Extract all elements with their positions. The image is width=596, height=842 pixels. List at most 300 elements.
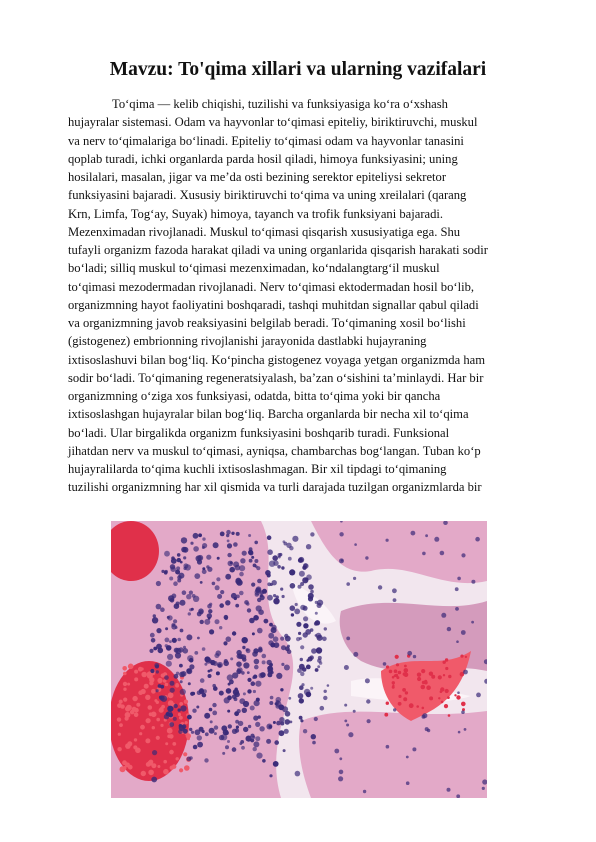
cell-nucleus	[256, 566, 260, 570]
cell-nucleus	[164, 571, 168, 575]
cell-nucleus	[303, 729, 307, 733]
cell-nucleus	[227, 710, 230, 713]
cell-nucleus	[224, 615, 229, 620]
cell-nucleus	[257, 579, 262, 584]
cell-nucleus	[217, 557, 220, 560]
cell-nucleus	[311, 734, 316, 739]
cell-nucleus	[155, 665, 159, 669]
cell-nucleus	[223, 661, 229, 667]
red-blood-cell	[454, 694, 456, 696]
red-blood-cell	[183, 752, 187, 756]
cell-nucleus	[194, 651, 198, 655]
red-blood-cell	[444, 704, 448, 708]
cell-nucleus	[280, 688, 283, 691]
cell-nucleus	[197, 690, 202, 695]
cell-nucleus	[207, 604, 212, 609]
cell-nucleus	[251, 583, 255, 587]
cell-nucleus	[204, 713, 210, 719]
cell-nucleus	[282, 595, 285, 598]
cell-nucleus	[236, 726, 239, 729]
cell-nucleus	[262, 759, 266, 763]
red-blood-cell	[156, 718, 160, 722]
cell-nucleus	[274, 642, 280, 648]
cell-nucleus	[255, 736, 260, 741]
cell-nucleus	[406, 781, 410, 785]
red-blood-cell	[122, 666, 127, 671]
red-blood-cell	[396, 676, 399, 679]
cell-nucleus	[177, 553, 181, 557]
cell-nucleus	[303, 563, 308, 568]
red-blood-cell	[447, 696, 450, 699]
cell-nucleus	[303, 616, 308, 621]
cell-nucleus	[192, 594, 196, 598]
cell-nucleus	[281, 663, 284, 666]
red-blood-cell	[429, 696, 433, 700]
cell-nucleus	[323, 696, 327, 700]
cell-nucleus	[254, 541, 258, 545]
red-blood-cell	[438, 697, 440, 699]
cell-nucleus	[456, 640, 459, 643]
cell-nucleus	[255, 722, 260, 727]
cell-nucleus	[188, 682, 191, 685]
red-blood-cell	[441, 701, 444, 704]
cell-nucleus	[243, 692, 246, 695]
cell-nucleus	[189, 591, 193, 595]
text-line: ixtisoslashgan hujayralar bilan bog‘liq. Barcha organlarda bir necha xil to‘qima	[68, 407, 469, 422]
red-blood-cell	[421, 685, 426, 690]
cell-nucleus	[315, 634, 318, 637]
red-blood-cell	[389, 670, 393, 674]
cell-nucleus	[295, 771, 301, 777]
cell-nucleus	[183, 556, 186, 559]
red-blood-cell	[398, 702, 402, 706]
cell-nucleus	[300, 719, 303, 722]
cell-nucleus	[156, 628, 161, 633]
cell-nucleus	[287, 645, 290, 648]
cell-nucleus	[365, 556, 368, 559]
cell-nucleus	[455, 587, 459, 591]
cell-nucleus	[268, 633, 274, 639]
cell-nucleus	[164, 675, 169, 680]
red-blood-cell	[141, 672, 147, 678]
cell-nucleus	[386, 745, 390, 749]
cell-nucleus	[213, 542, 219, 548]
red-blood-cell	[167, 734, 171, 738]
text-line: hosilalari, masalan, jigar va me’da osti bezining serektor epiteliysi sekretor	[68, 170, 447, 184]
cell-nucleus	[230, 657, 233, 660]
red-blood-cell	[123, 672, 127, 676]
cell-nucleus	[255, 589, 261, 595]
cell-nucleus	[223, 641, 227, 645]
cell-nucleus	[220, 532, 225, 537]
cell-nucleus	[273, 721, 276, 724]
cell-nucleus	[165, 627, 168, 630]
red-blood-cell	[448, 714, 451, 717]
red-blood-cell	[185, 721, 188, 724]
cell-nucleus	[272, 580, 277, 585]
cell-nucleus	[197, 742, 203, 748]
cell-nucleus	[208, 674, 212, 678]
cell-nucleus	[205, 732, 209, 736]
cell-nucleus	[242, 551, 247, 556]
cell-nucleus	[233, 542, 238, 547]
cell-nucleus	[206, 555, 211, 560]
cell-nucleus	[251, 556, 254, 559]
cell-nucleus	[202, 537, 205, 540]
cell-nucleus	[365, 678, 370, 683]
cell-nucleus	[202, 647, 206, 651]
cell-nucleus	[296, 637, 300, 641]
cell-nucleus	[149, 649, 153, 653]
cell-nucleus	[192, 709, 196, 713]
red-blood-cell	[163, 769, 169, 775]
red-blood-cell	[127, 683, 130, 686]
red-blood-cell	[146, 762, 151, 767]
red-blood-cell	[161, 705, 165, 709]
cell-nucleus	[259, 673, 265, 679]
red-blood-cell	[461, 702, 466, 707]
cell-nucleus	[179, 672, 185, 678]
cell-nucleus	[210, 669, 213, 672]
cell-nucleus	[173, 619, 177, 623]
cell-nucleus	[284, 665, 290, 671]
cell-nucleus	[202, 730, 205, 733]
red-blood-cell	[169, 750, 174, 755]
red-blood-cell	[133, 745, 137, 749]
cell-nucleus	[235, 565, 241, 571]
cell-nucleus	[265, 570, 271, 576]
cell-nucleus	[243, 701, 249, 707]
cell-nucleus	[411, 531, 416, 536]
cell-nucleus	[267, 549, 273, 555]
cell-nucleus	[178, 708, 181, 711]
cell-nucleus	[177, 638, 181, 642]
cell-nucleus	[298, 632, 301, 635]
cell-nucleus	[274, 740, 279, 745]
cell-nucleus	[212, 703, 216, 707]
cell-nucleus	[318, 656, 322, 660]
red-blood-cell	[445, 667, 448, 670]
cell-nucleus	[386, 539, 389, 542]
cell-nucleus	[269, 663, 273, 667]
cell-nucleus	[160, 607, 165, 612]
red-blood-cell	[119, 723, 123, 727]
red-blood-cell	[429, 672, 433, 676]
cell-nucleus	[392, 588, 397, 593]
text-line: to‘qimasi mezodermadan rivojlanadi. Nerv to‘qimasi ektodermadan hosil bo‘lib,	[68, 279, 475, 294]
red-blood-cell	[117, 747, 121, 751]
cell-nucleus	[170, 598, 175, 603]
cell-nucleus	[236, 578, 242, 584]
cell-nucleus	[190, 542, 193, 545]
red-blood-cell	[405, 691, 408, 694]
cell-nucleus	[197, 735, 202, 740]
cell-nucleus	[339, 757, 342, 760]
cell-nucleus	[273, 761, 279, 767]
cell-nucleus	[262, 654, 267, 659]
cell-nucleus	[258, 609, 264, 615]
cell-nucleus	[231, 532, 234, 535]
cell-nucleus	[311, 648, 317, 654]
cell-nucleus	[267, 595, 273, 601]
cell-nucleus	[227, 543, 232, 548]
cell-nucleus	[175, 626, 178, 629]
cell-nucleus	[167, 706, 173, 712]
red-blood-cell	[125, 743, 131, 749]
cell-nucleus	[216, 577, 220, 581]
cell-nucleus	[267, 535, 272, 540]
cell-nucleus	[223, 729, 229, 735]
cell-nucleus	[159, 696, 162, 699]
cell-nucleus	[173, 717, 177, 721]
cell-nucleus	[193, 546, 199, 552]
cell-nucleus	[304, 689, 310, 695]
cell-nucleus	[299, 571, 305, 577]
cell-nucleus	[280, 722, 284, 726]
cell-nucleus	[425, 727, 429, 731]
cell-nucleus	[406, 756, 409, 759]
cell-nucleus	[338, 776, 343, 781]
red-blood-cell	[145, 695, 150, 700]
red-blood-cell	[421, 669, 425, 673]
red-blood-cell	[417, 677, 421, 681]
cell-nucleus	[324, 627, 327, 630]
cell-nucleus	[165, 644, 168, 647]
cell-nucleus	[283, 749, 286, 752]
cell-nucleus	[292, 536, 298, 542]
cell-nucleus	[183, 563, 188, 568]
text-line: (gistogenez) embrionning rivojlanishi jarayonida dastlabki hujayraning	[68, 334, 427, 349]
cell-nucleus	[283, 540, 286, 543]
cell-nucleus	[200, 581, 203, 584]
cell-nucleus	[187, 757, 192, 762]
cell-nucleus	[169, 722, 174, 727]
cell-nucleus	[166, 661, 172, 667]
cell-nucleus	[194, 573, 200, 579]
cell-nucleus	[249, 559, 253, 563]
cell-nucleus	[253, 564, 257, 568]
cell-nucleus	[308, 596, 313, 601]
cell-nucleus	[276, 697, 282, 703]
red-blood-cell	[123, 688, 126, 691]
cell-nucleus	[344, 704, 347, 707]
red-blood-cell	[133, 707, 136, 710]
red-blood-cell	[396, 663, 399, 666]
cell-nucleus	[236, 661, 242, 667]
cell-nucleus	[275, 704, 280, 709]
cell-nucleus	[253, 675, 257, 679]
text-line: tuzilishi organizmning har xil qismida va turli darajada tuzilgan organizmlarda bir	[68, 480, 482, 495]
cell-nucleus	[285, 636, 291, 642]
cell-nucleus	[219, 691, 224, 696]
tissue-region	[299, 711, 487, 798]
cell-nucleus	[170, 564, 175, 569]
cell-nucleus	[239, 572, 244, 577]
cell-nucleus	[256, 753, 262, 759]
cell-nucleus	[180, 600, 186, 606]
cell-nucleus	[269, 774, 272, 777]
red-blood-cell	[148, 705, 153, 710]
cell-nucleus	[179, 724, 182, 727]
cell-nucleus	[164, 551, 170, 557]
cell-nucleus	[203, 689, 207, 693]
cell-nucleus	[226, 530, 231, 535]
red-blood-cell	[384, 713, 388, 717]
cell-nucleus	[236, 532, 240, 536]
cell-nucleus	[269, 561, 275, 567]
cell-nucleus	[257, 628, 263, 634]
cell-nucleus	[393, 708, 396, 711]
cell-nucleus	[346, 724, 349, 727]
cell-nucleus	[196, 706, 199, 709]
cell-nucleus	[306, 659, 309, 662]
cell-nucleus	[176, 672, 179, 675]
cell-nucleus	[310, 590, 314, 594]
cell-nucleus	[156, 581, 161, 586]
red-blood-cell	[448, 675, 451, 678]
cell-nucleus	[170, 681, 175, 686]
cell-nucleus	[308, 584, 314, 590]
cell-nucleus	[151, 638, 156, 643]
text-line: funksiyasini bajaradi. Xususiy biriktiruvchi to‘qima va uning xreilalari (qarang	[68, 188, 467, 203]
cell-nucleus	[300, 605, 305, 610]
cell-nucleus	[348, 732, 353, 737]
red-blood-cell	[151, 689, 156, 694]
cell-nucleus	[167, 713, 170, 716]
cell-nucleus	[249, 551, 254, 556]
cell-nucleus	[425, 534, 428, 537]
cell-nucleus	[279, 553, 282, 556]
cell-nucleus	[169, 577, 173, 581]
text-line: tufayli organizm fazoda harakat qiladi va uning organlarida qisqarish harakati sodir	[68, 243, 488, 257]
cell-nucleus	[156, 604, 162, 610]
cell-nucleus	[482, 787, 485, 790]
cell-nucleus	[209, 728, 215, 734]
cell-nucleus	[346, 637, 350, 641]
cell-nucleus	[211, 662, 214, 665]
cell-nucleus	[214, 725, 218, 729]
cell-nucleus	[306, 665, 311, 670]
cell-nucleus	[317, 603, 322, 608]
cell-nucleus	[167, 616, 170, 619]
red-blood-cell	[422, 707, 425, 710]
cell-nucleus	[300, 672, 304, 676]
cell-nucleus	[204, 619, 210, 625]
red-blood-cell	[409, 703, 414, 708]
red-blood-cell	[179, 716, 183, 720]
cell-nucleus	[288, 697, 291, 700]
red-blood-cell	[392, 681, 395, 684]
cell-nucleus	[475, 537, 480, 542]
cell-nucleus	[383, 662, 387, 666]
cell-nucleus	[229, 567, 235, 573]
red-blood-cell	[465, 656, 467, 658]
cell-nucleus	[150, 633, 155, 638]
cell-nucleus	[217, 594, 222, 599]
cell-nucleus	[267, 582, 271, 586]
cell-nucleus	[174, 704, 178, 708]
red-blood-cell	[163, 760, 167, 764]
cell-nucleus	[180, 705, 186, 711]
cell-nucleus	[264, 619, 269, 624]
cell-nucleus	[254, 665, 259, 670]
cell-nucleus	[457, 577, 461, 581]
red-blood-cell	[123, 698, 127, 702]
cell-nucleus	[193, 745, 198, 750]
cell-nucleus	[346, 582, 350, 586]
cell-nucleus	[266, 739, 271, 744]
red-blood-cell	[165, 742, 168, 745]
cell-nucleus	[248, 725, 251, 728]
cell-nucleus	[150, 669, 154, 673]
cell-nucleus	[300, 582, 304, 586]
cell-nucleus	[271, 671, 274, 674]
cell-nucleus	[255, 681, 261, 687]
cell-nucleus	[300, 658, 303, 661]
cell-nucleus	[310, 628, 314, 632]
cell-nucleus	[228, 724, 232, 728]
cell-nucleus	[290, 721, 293, 724]
red-blood-cell	[128, 664, 134, 670]
cell-nucleus	[172, 594, 177, 599]
cell-nucleus	[180, 689, 186, 695]
cell-nucleus	[287, 649, 292, 654]
cell-nucleus	[310, 687, 313, 690]
cell-nucleus	[182, 590, 187, 595]
cell-nucleus	[366, 699, 370, 703]
red-blood-cell	[140, 725, 145, 730]
cell-nucleus	[165, 638, 170, 643]
cell-nucleus	[225, 574, 231, 580]
cell-nucleus	[212, 684, 216, 688]
histology-image	[111, 521, 487, 798]
cell-nucleus	[175, 648, 181, 654]
cell-nucleus	[202, 693, 207, 698]
red-blood-cell	[161, 673, 165, 677]
cell-nucleus	[422, 713, 427, 718]
cell-nucleus	[260, 595, 265, 600]
cell-nucleus	[209, 629, 214, 634]
cell-nucleus	[186, 594, 191, 599]
text-line: Krn, Limfa, Tog‘ay, Suyak) himoya, tayanch va trofik funksiyani bajaradi.	[68, 206, 444, 221]
cell-nucleus	[240, 558, 245, 563]
red-blood-cell	[125, 717, 129, 721]
cell-nucleus	[215, 585, 220, 590]
cell-nucleus	[177, 558, 181, 562]
red-blood-cell	[134, 738, 137, 741]
text-line: Mezenximadan rivojlanadi. Muskul to‘qimasi qisqarish xususiyatiga ega. Shu	[68, 224, 461, 239]
cell-nucleus	[303, 632, 308, 637]
cell-nucleus	[276, 721, 281, 726]
cell-nucleus	[363, 790, 366, 793]
cell-nucleus	[208, 609, 212, 613]
cell-nucleus	[248, 534, 251, 537]
cell-nucleus	[183, 648, 189, 654]
cell-nucleus	[471, 580, 475, 584]
cell-nucleus	[214, 732, 217, 735]
cell-nucleus	[202, 569, 207, 574]
cell-nucleus	[206, 565, 209, 568]
red-blood-cell	[134, 713, 139, 718]
cell-nucleus	[179, 664, 183, 668]
cell-nucleus	[178, 729, 183, 734]
cell-nucleus	[207, 613, 212, 618]
cell-nucleus	[471, 621, 474, 624]
red-blood-cell	[167, 728, 173, 734]
cell-nucleus	[413, 655, 416, 658]
cell-nucleus	[183, 729, 188, 734]
cell-nucleus	[228, 561, 234, 567]
